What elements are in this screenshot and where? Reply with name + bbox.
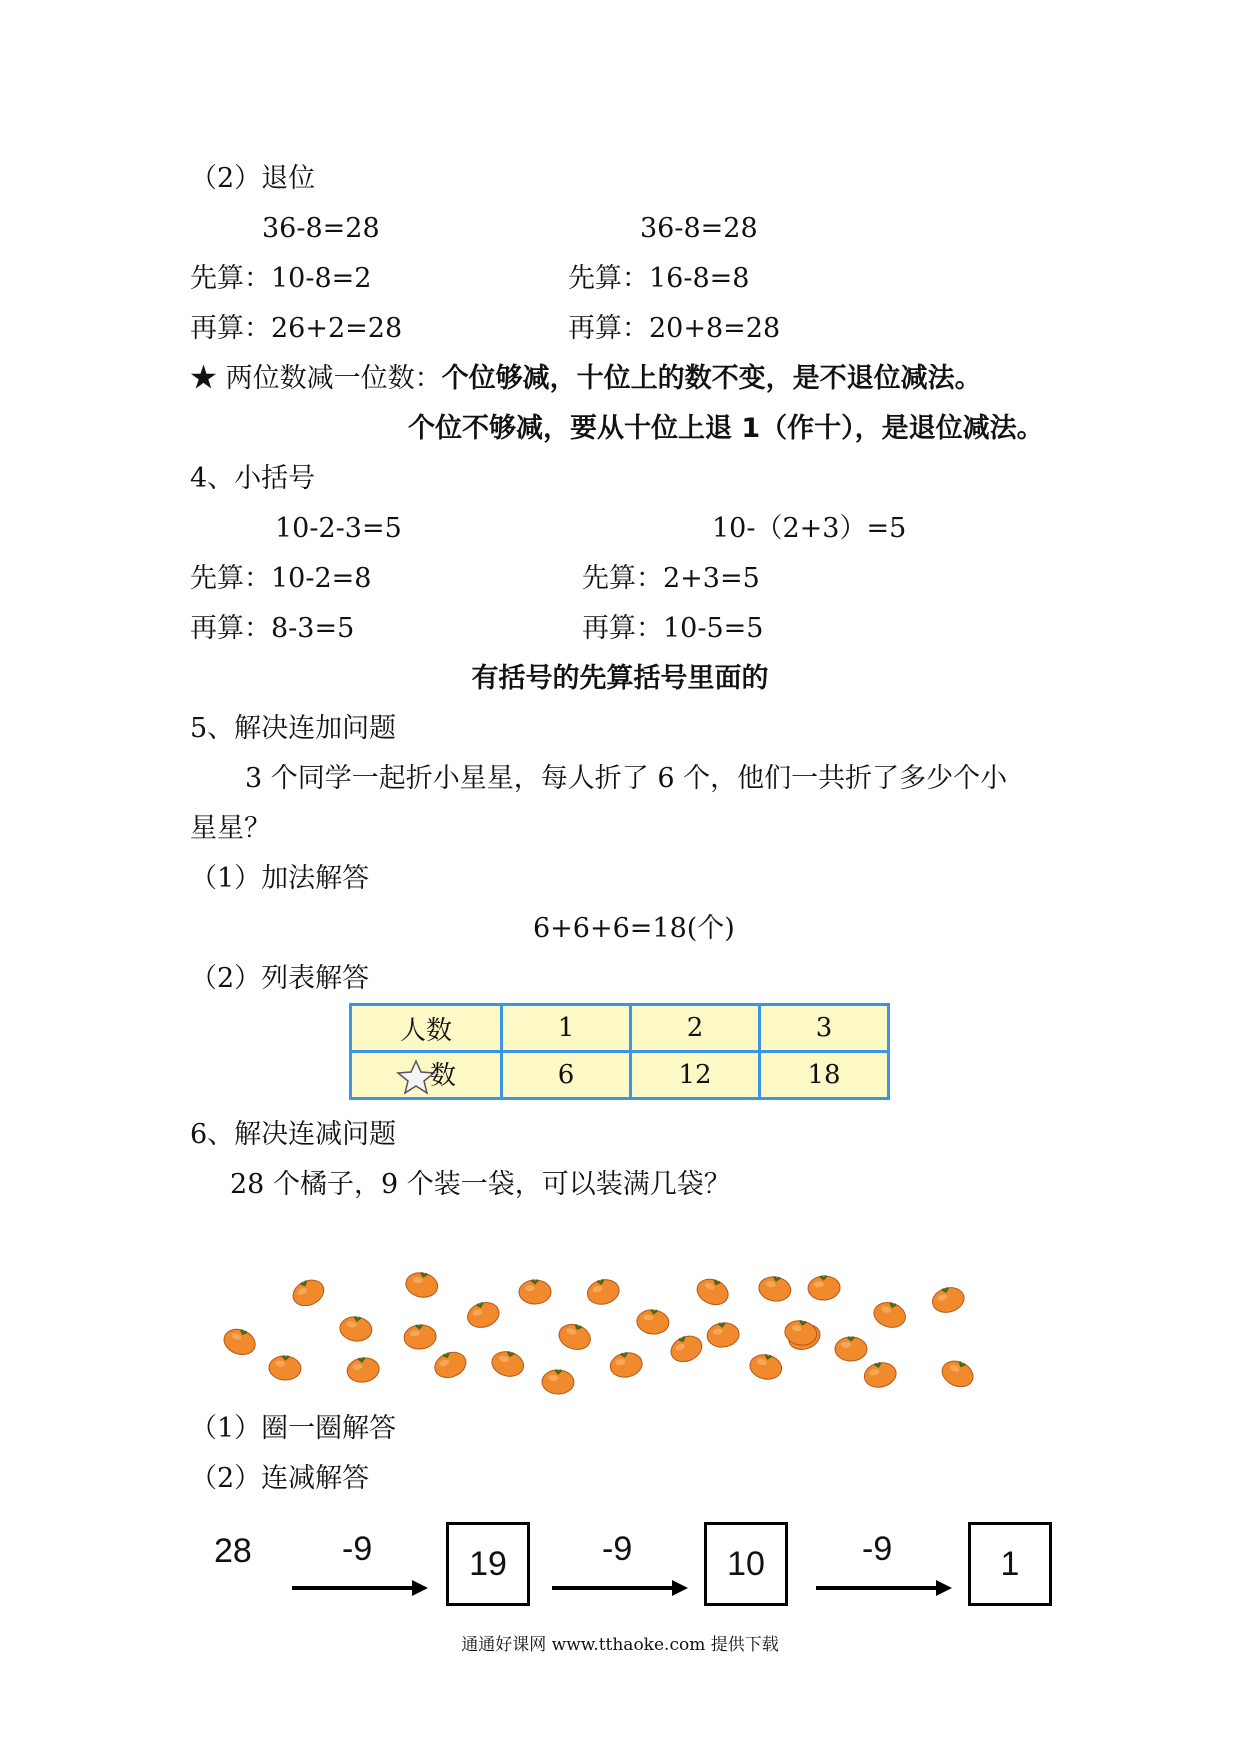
circle-method-heading: （1）圈一圈解答	[190, 1413, 397, 1444]
rule-prefix: ★ 两位数减一位数：	[190, 363, 442, 394]
right-expression-4: 10-（2+3）=5	[712, 513, 907, 544]
section5-heading: 5、解决连加问题	[190, 713, 397, 744]
orange-icon	[267, 1351, 303, 1381]
chain-op: -9	[862, 1530, 893, 1568]
star-count-label: 数	[429, 1061, 456, 1091]
section4-heading: 4、小括号	[190, 463, 316, 494]
count-table	[349, 1003, 890, 1100]
orange-icon	[930, 1283, 966, 1313]
rule-line-1: 个位够减，十位上的数不变，是不退位减法。	[441, 363, 982, 394]
orange-icon	[757, 1272, 793, 1302]
orange-icon	[557, 1320, 593, 1350]
table-cell: 18	[760, 1052, 889, 1099]
right-expression: 36-8=28	[640, 213, 758, 244]
right-then-step-4: 再算：10-5=5	[582, 613, 764, 644]
chain-result-box: 10	[704, 1522, 788, 1606]
arrow-icon	[292, 1578, 428, 1598]
problem-5-line1: 3 个同学一起折小星星，每人折了 6 个，他们一共折了多少个小	[245, 763, 1008, 794]
table-heading: （2）列表解答	[190, 963, 370, 994]
left-then-step: 再算：26+2=28	[190, 313, 403, 344]
right-first-step-4: 先算：2+3=5	[582, 563, 760, 594]
footer-credit: 通通好课网 www.tthaoke.com 提供下载	[461, 1635, 779, 1655]
problem-6: 28 个橘子，9 个装一袋，可以装满几袋？	[230, 1169, 731, 1200]
table-cell: 3	[760, 1005, 889, 1052]
right-then-step: 再算：20+8=28	[568, 313, 781, 344]
orange-icon	[695, 1275, 731, 1305]
orange-icon	[290, 1276, 326, 1306]
arrow-icon	[552, 1578, 688, 1598]
orange-icon	[608, 1348, 644, 1378]
orange-icon	[635, 1305, 671, 1335]
orange-icon	[540, 1365, 576, 1395]
table-cell: 6	[502, 1052, 631, 1099]
orange-icon	[668, 1332, 704, 1362]
chain-op: -9	[342, 1530, 373, 1568]
left-expression-4: 10-2-3=5	[275, 513, 402, 544]
table-cell: 人数	[351, 1005, 502, 1052]
table-row	[351, 1005, 889, 1052]
orange-icon	[402, 1320, 438, 1350]
addition-expression: 6+6+6=18(个)	[533, 913, 735, 944]
part2-heading: （2）退位	[190, 163, 316, 194]
chain-method-heading: （2）连减解答	[190, 1463, 370, 1494]
table-cell: 12	[631, 1052, 760, 1099]
orange-icon	[432, 1348, 468, 1378]
left-expression: 36-8=28	[262, 213, 380, 244]
table-row	[351, 1052, 889, 1099]
chain-result-box: 1	[968, 1522, 1052, 1606]
orange-icon	[783, 1316, 819, 1346]
orange-icon	[345, 1353, 381, 1383]
orange-icon	[748, 1350, 784, 1380]
orange-icon	[705, 1318, 741, 1348]
chain-result-box: 19	[446, 1522, 530, 1606]
arrow-icon	[816, 1578, 952, 1598]
section6-heading: 6、解决连减问题	[190, 1119, 397, 1150]
left-then-step-4: 再算：8-3=5	[190, 613, 355, 644]
subtraction-rule	[190, 362, 982, 396]
chain-start: 28	[214, 1532, 252, 1570]
orange-icon	[806, 1271, 842, 1301]
orange-icon	[517, 1275, 553, 1305]
problem-5-line2: 星星？	[190, 813, 271, 844]
orange-icon	[872, 1298, 908, 1328]
orange-icon	[338, 1312, 374, 1342]
left-first-step-4: 先算：10-2=8	[190, 563, 372, 594]
rule-line-2: 个位不够减，要从十位上退 1（作十），是退位减法。	[408, 413, 1044, 444]
orange-icon	[940, 1357, 976, 1387]
orange-icon	[490, 1347, 526, 1377]
left-first-step: 先算：10-8=2	[190, 263, 372, 294]
table-cell: 1	[502, 1005, 631, 1052]
chain-op: -9	[602, 1530, 633, 1568]
orange-icon	[862, 1358, 898, 1388]
right-first-step: 先算：16-8=8	[568, 263, 750, 294]
table-cell-star	[351, 1052, 502, 1099]
orange-icon	[465, 1298, 501, 1328]
table-cell: 2	[631, 1005, 760, 1052]
orange-icon	[404, 1268, 440, 1298]
addition-heading: （1）加法解答	[190, 863, 370, 894]
parentheses-rule: 有括号的先算括号里面的	[471, 663, 769, 694]
orange-icon	[585, 1275, 621, 1305]
orange-icon	[222, 1325, 258, 1355]
